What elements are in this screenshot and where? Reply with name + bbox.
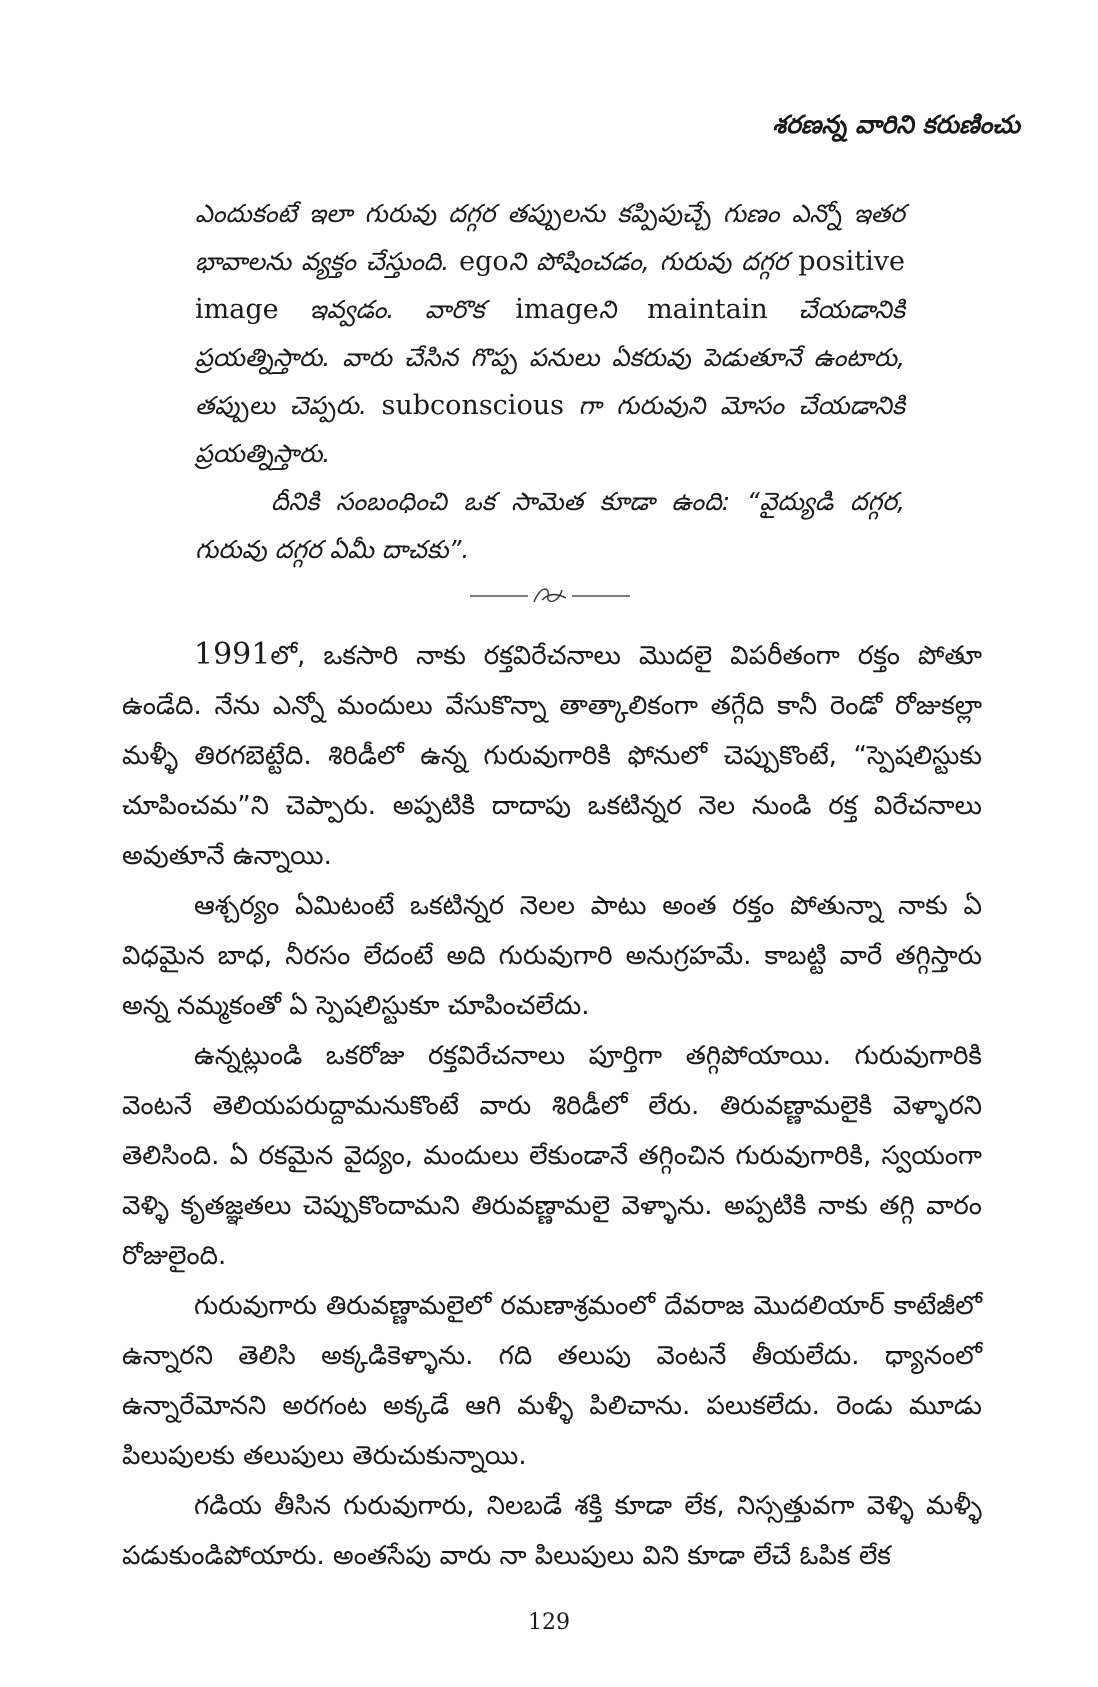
body-paragraph-5: గడియ తీసిన గురువుగారు, నిలబడే శక్తి కూడా లేక, నిస్సత్తువగా వెళ్ళి మళ్ళీ పడుకుండిపోయారు. అంతసేపు వారు నా పిలుపులు విని కూడా లేచే ఓపిక లేక [122,1491,982,1571]
section-divider-ornament [470,582,630,610]
term-subconscious: subconscious [381,390,564,421]
body-paragraph-4: గురువుగారు తిరువణ్ణామలైలో రమణాశ్రమంలో దేవరాజ మొదలియార్ కాటేజీలో ఉన్నారని తెలిసి అక్కడికెళ్ళాను. గది తలుపు వెంటనే తీయలేదు. ధ్యానంలో ఉన్నారేమోనని అరగంట అక్కడే ఆగి మళ్ళీ పిలిచాను. పలుకలేదు. రెండు మూడు పిలుపులకు తలుపులు తెరుచుకున్నాయి. [122,1291,982,1471]
body-paragraph-2: ఆశ్చర్యం ఏమిటంటే ఒకటిన్నర నెలల పాటు అంత రక్తం పోతున్నా నాకు ఏ విధమైన బాధ, నీరసం లేదంటే అది గురువుగారి అనుగ్రహమే. కాబట్టి వారే తగ్గిస్తారు అన్న నమ్మకంతో ఏ స్పెషలిస్టుకూ చూపించలేదు. [122,891,982,1021]
main-text [122,630,982,1581]
term-image: image [515,294,599,325]
term-ego: ego [459,246,509,277]
page-number: 129 [528,1610,570,1635]
quoted-passage [195,190,905,574]
body-paragraph-1: 1991లో, ఒకసారి నాకు రక్తవిరేచనాలు మొదలై విపరీతంగా రక్తం పోతూ ఉండేది. నేను ఎన్నో మందులు వేసుకొన్నా తాత్కాలికంగా తగ్గేది కానీ రెండో రోజుకల్లా మళ్ళీ తిరగబెట్టేది. శిరిడీలో ఉన్న గురువుగారికి ఫోనులో చెప్పుకొంటే, “స్పెషలిస్టుకు చూపించమ”ని చెప్పారు. అప్పటికి దాదాపు ఒకటిన్నర నెల నుండి రక్త విరేచనాలు అవుతూనే ఉన్నాయి. [122,637,982,871]
running-header: శరణన్న వారిని కరుణించు [772,110,1020,139]
body-paragraph-3: ఉన్నట్లుండి ఒకరోజు రక్తవిరేచనాలు పూర్తిగా తగ్గిపోయాయి. గురువుగారికి వెంటనే తెలియపరుద్దామనుకొంటే వారు శిరిడీలో లేరు. తిరువణ్ణామలైకి వెళ్ళారని తెలిసింది. ఏ రకమైన వైద్యం, మందులు లేకుండానే తగ్గించిన గురువుగారికి, స్వయంగా వెళ్ళి కృతజ్ఞతలు చెప్పుకొందామని తిరువణ్ణామలై వెళ్ళాను. అప్పటికి నాకు తగ్గి వారం రోజులైంది. [122,1041,982,1271]
year-1991: 1991 [194,637,271,672]
term-positive-image: positive image [195,246,905,325]
quote-paragraph-1: ఎందుకంటే ఇలా గురువు దగ్గర తప్పులను కప్పిపుచ్చే గుణం ఎన్నో ఇతర భావాలను వ్యక్తం చేస్తుంది. egoని పోషించడం, గురువు దగ్గర positive image ఇవ్వడం. వారొక imageని maintain చేయడానికి ప్రయత్నిస్తారు. వారు చేసిన గొప్ప పనులు ఏకరువు పెడుతూనే ఉంటారు, తప్పులు చెప్పరు. subconscious గా గురువుని మోసం చేయడానికి ప్రయత్నిస్తారు. [195,199,905,468]
quote-paragraph-2: దీనికి సంబంధించి ఒక సామెత కూడా ఉంది: “వైద్యుడి దగ్గర, గురువు దగ్గర ఏమీ దాచకు”. [195,487,905,564]
term-maintain: maintain [647,294,768,325]
